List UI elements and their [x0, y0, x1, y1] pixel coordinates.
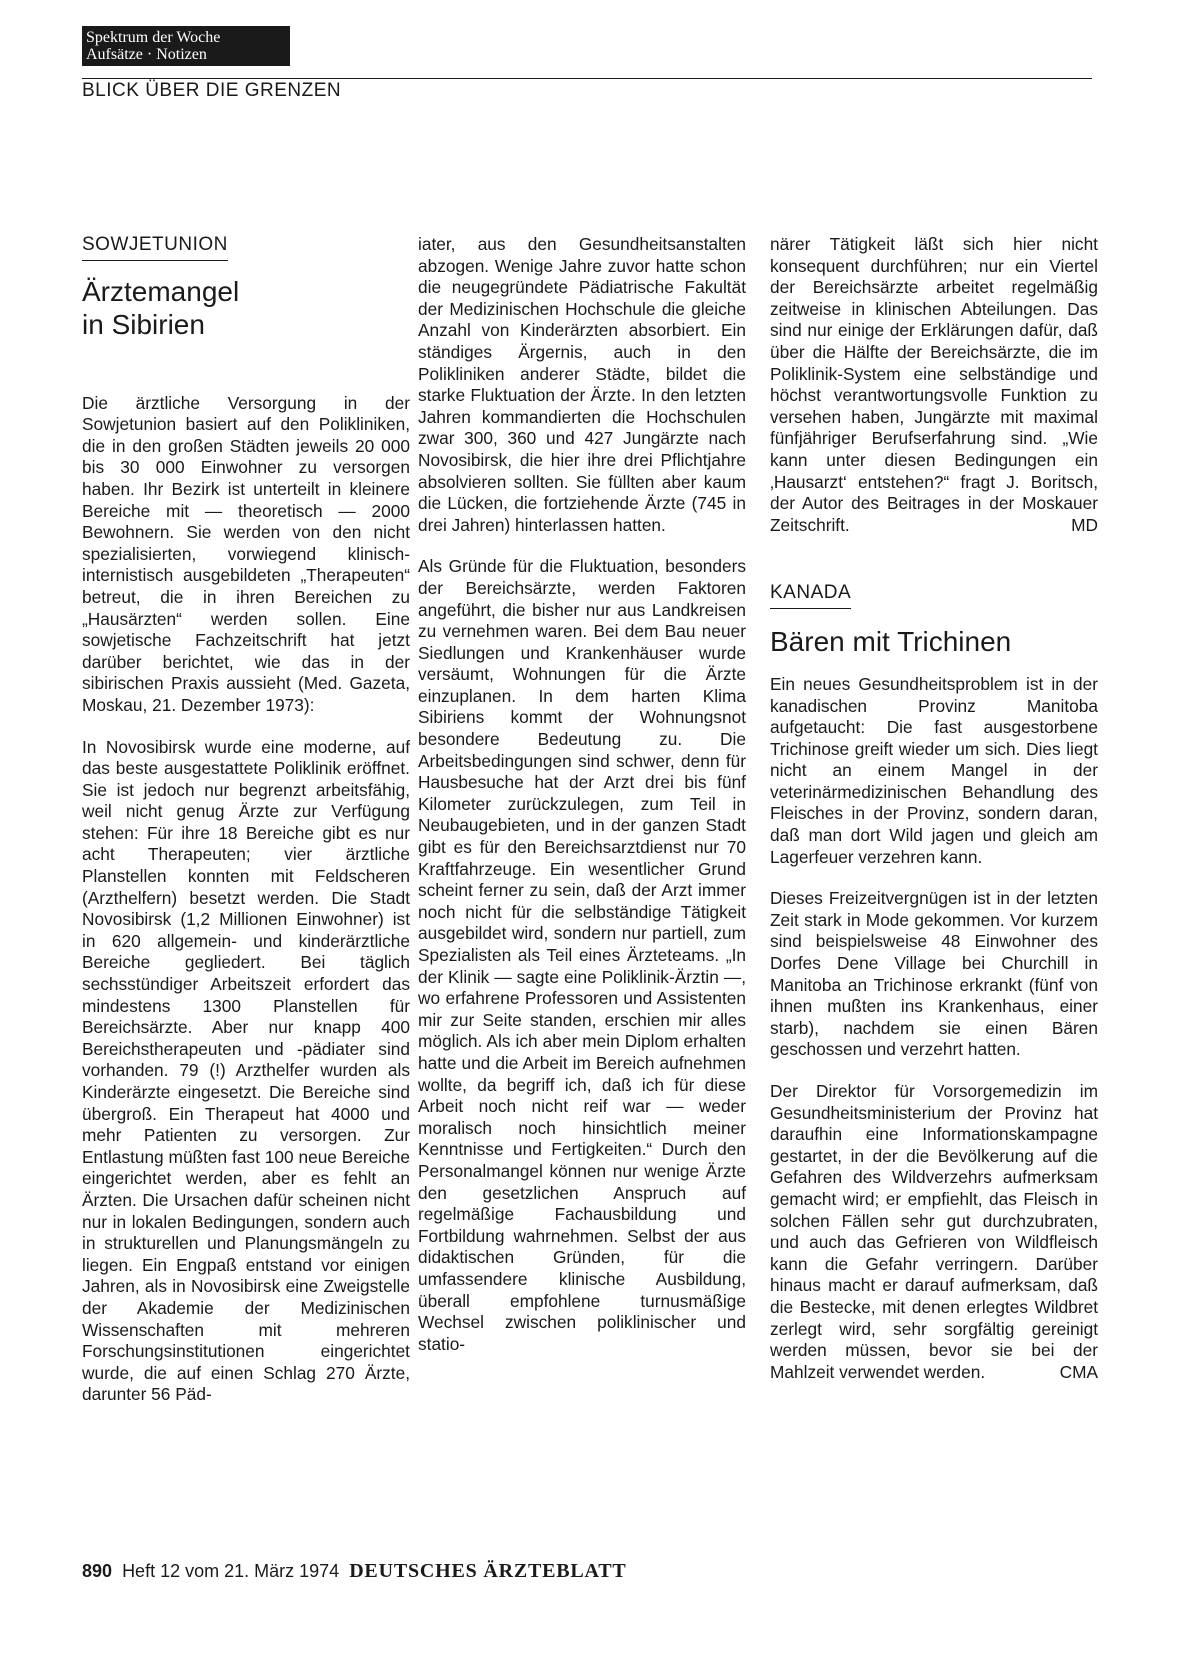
article2-paragraph-1: Ein neues Gesundheitsproblem ist in der kanadischen Provinz Manitoba aufgetaucht: Die fast ausgestorbene Trichinose greift wieder um sich. Dies liegt nicht an einem Mangel in der veterinärmedizinischen Behandlung des Fleisches in der Provinz, sondern daran, daß man dort Wild jagen und gleich am Lagerfeuer verzehren kann.	[770, 673, 1098, 867]
column-2	[418, 234, 746, 1355]
article1-kicker: SOWJETUNION	[82, 234, 228, 261]
article1-paragraph-4: Als Gründe für die Fluktuation, besonders der Bereichsärzte, werden Faktoren angeführt, die bisher nur aus Landkreisen zu vernehmen waren. Bei dem Bau neuer Siedlungen und Krankenhäuser wurde versäumt, Wohnungen für die Ärzte einzuplanen. In dem harten Klima Sibiriens kommt der Wohnungsnot besondere Bedeutung zu. Die Arbeitsbedingungen sind schwer, denn für Hausbesuche hat der Arzt drei bis fünf Kilometer zurückzulegen, zum Teil in Neubaugebieten, und in der ganzen Stadt gibt es für den Bereichsarztdienst nur 70 Kraftfahrzeuge. Ein wesentlicher Grund scheint ferner zu sein, daß der Arzt immer noch nicht für die selbständige Tätigkeit ausgebildet wird, sondern nur partiell, zum Spezialisten als Teil eines Ärzteteams. „In der Klinik — sagte eine Poliklinik-Ärztin —, wo erfahrene Professoren und Assistenten mir zur Seite standen, erschien mir alles möglich. Als ich aber mein Diplom erhalten hatte und die Arbeit im Bereich aufnehmen wollte, da begriff ich, daß ich für diese Arbeit noch nicht reif war — weder moralisch noch hinsichtlich meiner Kenntnisse und Fertigkeiten.“ Durch den Personalmangel können nur wenige Ärzte den gesetzlichen Anspruch auf regelmäßige Fachausbildung und Fortbildung wahrnehmen. Selbst der aus didaktischen Gründen, für die umfassendere klinische Ausbildung, überall empfohlene turnusmäßige Wechsel zwischen poliklinischer und statio-	[418, 556, 746, 1354]
article2-paragraph-3-text: Der Direktor für Vorsorgemedizin im Gesundheitsministerium der Provinz hat daraufhin eine Informationskampagne gestartet, in der die Bevölkerung auf die Gefahren des Wildverzehrs aufmerksam gemacht wird; er empfiehlt, das Fleisch in solchen Fällen sehr gut durchzubraten, und auch das Gefrieren von Wildfleisch kann die Gefahr verringern. Darüber hinaus macht er darauf aufmerksam, daß die Bestecke, mit denen erlegtes Wildbret zerlegt wird, sehr sorgfältig gereinigt werden müssen, bevor sie bei der Mahlzeit verwendet werden.	[770, 1081, 1098, 1382]
page-footer	[82, 1560, 627, 1583]
article2-kicker: KANADA	[770, 582, 851, 609]
section-label-line2: Aufsätze · Notizen	[86, 46, 207, 63]
article1-headline	[82, 275, 410, 341]
section-label-line1: Spektrum der Woche	[86, 29, 221, 46]
column-3	[770, 234, 1098, 1383]
column-1	[82, 234, 410, 1406]
article2-signature: CMA	[1059, 1361, 1098, 1382]
page-number: 890	[82, 1561, 113, 1581]
header-rule	[82, 78, 1092, 79]
article1-paragraph-2: In Novosibirsk wurde eine moderne, auf das beste ausgestattete Poliklinik eröffnet. Sie ist jedoch nur begrenzt arbeitsfähig, weil nicht genug Ärzte zur Verfügung stehen: Für ihre 18 Bereiche gibt es nur acht Therapeuten; vier ärztliche Planstellen konnten mit Feldscheren (Arzthelfern) besetzt werden. Die Stadt Novosibirsk (1,2 Millionen Einwohner) ist in 620 allgemein- und kinderärztliche Bereiche gegliedert. Bei täglich sechsstündiger Arbeitszeit erfordert das mindestens 1300 Planstellen für Bereichsärzte. Aber nur knapp 400 Bereichstherapeuten und -pädiater sind vorhanden. 79 (!) Arzthelfer wurden als Kinderärzte eingesetzt. Die Bereiche sind übergroß. Ein Therapeut hat 4000 und mehr Patienten zu versorgen. Zur Entlastung müßten fast 100 neue Bereiche eingerichtet werden, aber es fehlt an Ärzten. Die Ursachen dafür scheinen nicht nur in lokalen Bedingungen, sondern auch in strukturellen und Planungsmängeln zu liegen. Ein Engpaß entstand vor einigen Jahren, als in Novosibirsk eine Zweigstelle der Akademie der Medizinischen Wissenschaften mit mehreren Forschungsinstitutionen eingerichtet wurde, die auf einen Schlag 270 Ärzte, darunter 56 Päd-	[82, 736, 410, 1405]
article2-headline: Bären mit Trichinen	[770, 625, 1012, 657]
article2-paragraph-3	[770, 1081, 1098, 1383]
article1-paragraph-5	[770, 234, 1098, 536]
issue-info: Heft 12 vom 21. März 1974	[122, 1561, 340, 1581]
article1-paragraph-1: Die ärztliche Versorgung in der Sowjetunion basiert auf den Polikliniken, die in den großen Städten jeweils 20 000 bis 30 000 Einwohner zu versorgen haben. Ihr Bezirk ist unterteilt in kleinere Bereiche mit — theoretisch — 2000 Bewohnern. Sie werden von den nicht spezialisierten, vorwiegend klinisch-internistisch ausgebildeten „Therapeuten“ betreut, die in ihren Bereichen zu „Hausärzten“ werden sollen. Eine sowjetische Fachzeitschrift hat jetzt darüber berichtet, wie das in der sibirischen Praxis aussieht (Med. Gazeta, Moskau, 21. Dezember 1973):	[82, 392, 410, 715]
section-label-box	[82, 26, 290, 66]
article1-paragraph-3: iater, aus den Gesundheitsanstalten abzogen. Wenige Jahre zuvor hatte schon die neugegründete Pädiatrische Fakultät der Medizinischen Hochschule die gleiche Anzahl von Kinderärzten absorbiert. Ein ständiges Ärgernis, auch in den Polikliniken anderer Städte, bildet die starke Fluktuation der Ärzte. In den letzten Jahren kommandierten die Hochschulen zwar 300, 360 und 427 Jungärzte nach Novosibirsk, die hier ihre drei Pflichtjahre absolvieren sollten. Sie füllten aber kaum die Lücken, die fortziehende Ärzte (745 in drei Jahren) hinterlassen hatten.	[418, 234, 746, 535]
article1-paragraph-5-text: närer Tätigkeit läßt sich hier nicht konsequent durchführen; nur ein Viertel der Bereichsärzte arbeitet regelmäßig zeitweise in klinischen Abteilungen. Das sind nur einige der Erklärungen dafür, daß über die Hälfte der Bereichsärzte, die im Poliklinik-System eine selbständige und höchst verantwortungsvolle Funktion zu versehen haben, Jungärzte mit maximal fünfjähriger Berufserfahrung sind. „Wie kann unter diesen Bedingungen ein ‚Hausarzt‘ entstehen?“ fragt J. Boritsch, der Autor des Beitrages in der Moskauer Zeitschrift.	[770, 234, 1098, 535]
article2-paragraph-2: Dieses Freizeitvergnügen ist in der letzten Zeit stark in Mode gekommen. Vor kurzem sind beispielsweise 48 Einwohner des Dorfes Dene Village bei Churchill in Manitoba an Trichinose erkrankt (fünf von ihnen mußten ins Krankenhaus, einer starb), nachdem sie einen Bären geschossen und verzehrt hatten.	[770, 888, 1098, 1060]
section-title: BLICK ÜBER DIE GRENZEN	[82, 80, 342, 101]
magazine-name: DEUTSCHES ÄRZTEBLATT	[349, 1560, 627, 1582]
article1-headline-line1: Ärztemangel	[82, 275, 240, 307]
article1-signature: MD	[1071, 514, 1098, 535]
article1-headline-line2: in Sibirien	[82, 308, 205, 340]
